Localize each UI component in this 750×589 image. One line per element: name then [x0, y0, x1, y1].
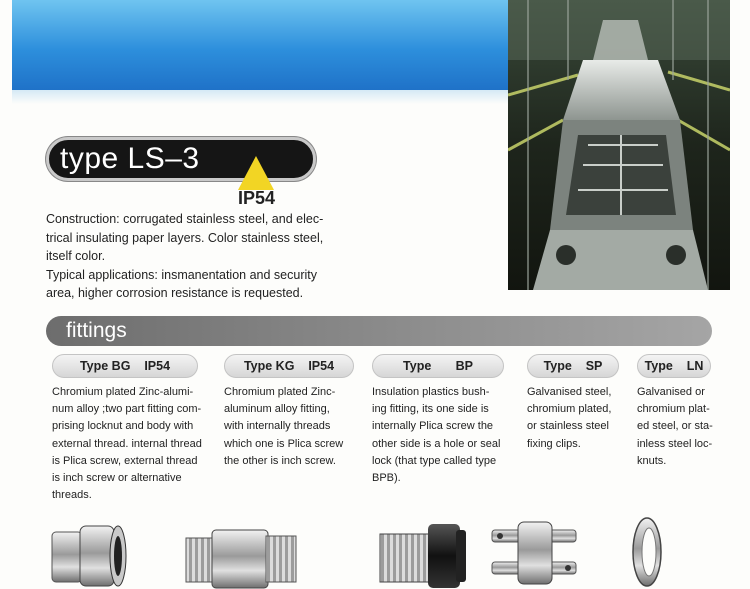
fitting-kg-line: aluminum alloy fitting,	[224, 403, 330, 416]
description-line: itself color.	[46, 249, 106, 263]
fitting-bg-description	[52, 384, 212, 504]
fitting-ln-line: knuts.	[637, 454, 667, 467]
fitting-type-ln-label: Type LN	[637, 354, 711, 378]
fitting-bp-description	[372, 384, 522, 487]
fitting-ln-line: ed steel, or sta-	[637, 420, 713, 433]
fitting-bp-line: lock (that type called type	[372, 454, 497, 467]
fitting-type-bg-label: Type BG IP54	[52, 354, 198, 378]
fitting-type-sp-label: Type SP	[527, 354, 619, 378]
fitting-sp-description	[527, 384, 632, 453]
fitting-ln-description	[637, 384, 727, 470]
fitting-bp-line: internally Plica screw the	[372, 420, 494, 433]
fitting-bg-line: external thread. internal thread	[52, 437, 202, 450]
fitting-kg-line: with internally threads	[224, 420, 331, 433]
fitting-kg-image	[186, 530, 296, 588]
description-line: Construction: corrugated stainless steel, and elec-	[46, 212, 324, 226]
fitting-kg-line: which one is Plica screw	[224, 437, 344, 450]
fitting-bp-line: other side is a hole or seal	[372, 437, 501, 450]
car-assembly-photo	[508, 0, 730, 290]
ip-rating-label: IP54	[238, 188, 276, 208]
product-title: type LS–3	[60, 142, 200, 175]
fitting-type-bp-label: Type BP	[372, 354, 504, 378]
fitting-bp-line: Insulation plastics bush-	[372, 386, 490, 398]
fittings-section-bar	[46, 316, 712, 346]
fitting-bg-line: Chromium plated Zinc-alumi-	[52, 386, 194, 398]
fitting-bg-line: num alloy ;two part fitting com-	[52, 403, 202, 416]
fitting-bg-image	[52, 526, 126, 586]
top-blue-band	[12, 0, 508, 90]
fitting-sp-line: chromium plated,	[527, 403, 612, 416]
product-description	[46, 210, 336, 303]
description-line: Typical applications: insmanentation and security	[46, 267, 317, 282]
fitting-bg-line: threads.	[52, 489, 92, 502]
fitting-ln-line: Galvanised or	[637, 386, 705, 398]
fitting-bp-image	[380, 524, 466, 588]
description-line: trical insulating paper layers. Color stainless steel,	[46, 230, 324, 245]
fitting-sp-line: fixing clips.	[527, 437, 581, 450]
fitting-bp-line: BPB).	[372, 472, 401, 485]
fitting-ln-line: inless steel loc-	[637, 437, 713, 450]
fitting-kg-line: the other is inch screw.	[224, 454, 336, 467]
fitting-bg-line: prising locknut and body with	[52, 420, 194, 433]
fittings-heading: fittings	[66, 319, 127, 342]
fitting-kg-line: Chromium plated Zinc-	[224, 386, 336, 398]
fitting-bg-line: is inch screw or alternative	[52, 472, 182, 485]
top-band-fade	[12, 90, 508, 104]
fitting-sp-image	[492, 522, 576, 584]
fitting-sp-line: or stainless steel	[527, 420, 609, 433]
fitting-bp-line: ing fitting, its one side is	[372, 403, 489, 416]
fitting-kg-description	[224, 384, 364, 470]
fitting-bg-line: is Plica screw, external thread	[52, 454, 198, 467]
fitting-type-kg-label: Type KG IP54	[224, 354, 354, 378]
fitting-ln-line: chromium plat-	[637, 403, 710, 416]
fitting-sp-line: Galvanised steel,	[527, 386, 612, 398]
fitting-ln-image	[633, 518, 661, 586]
fittings-product-images	[0, 500, 750, 589]
rating-triangle-icon	[238, 156, 274, 190]
description-line: area, higher corrosion resistance is requested.	[46, 286, 304, 300]
